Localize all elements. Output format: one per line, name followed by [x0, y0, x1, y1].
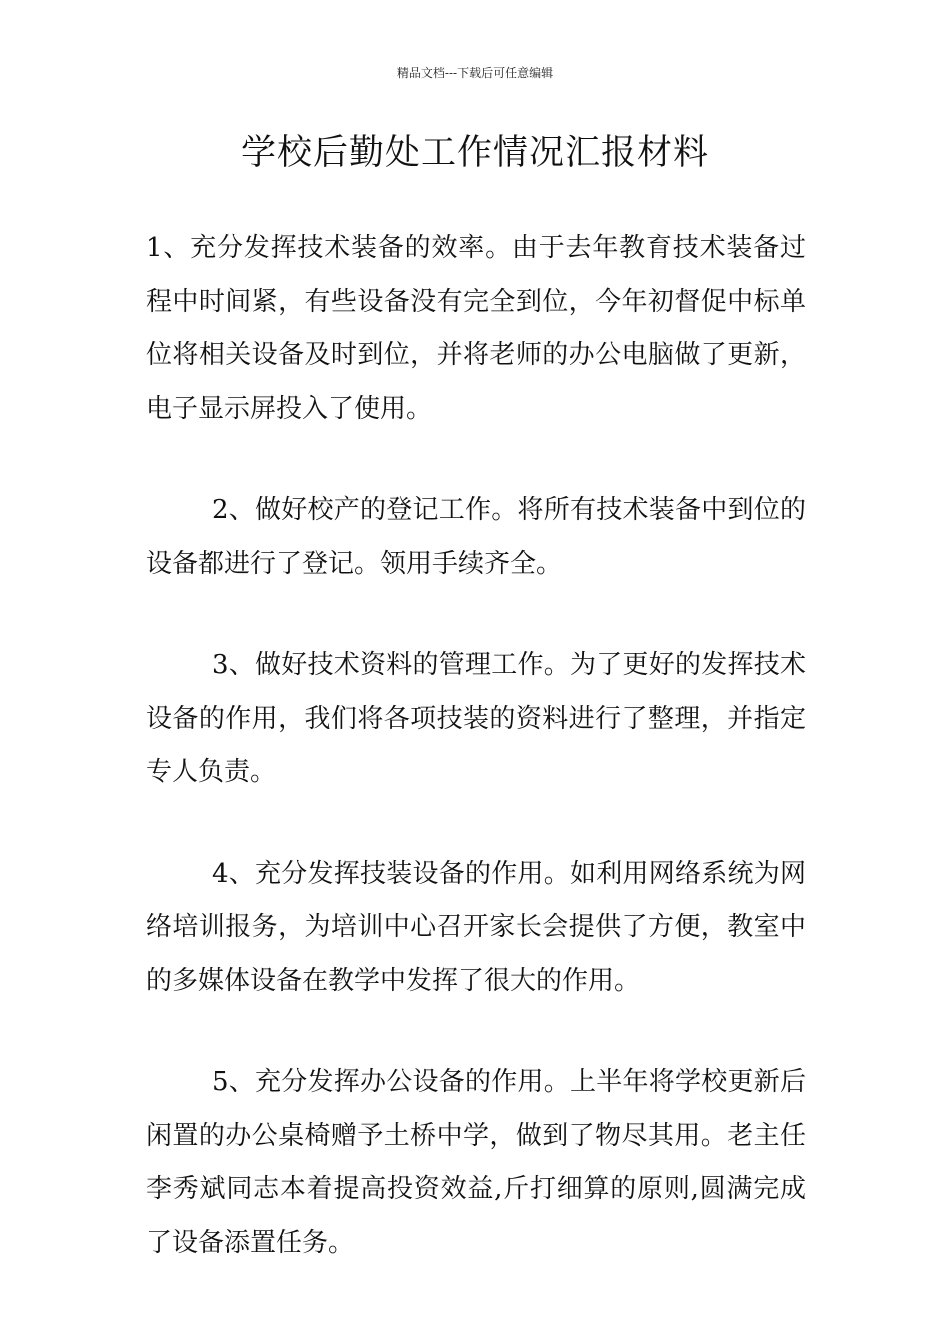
paragraph-3: 3、做好技术资料的管理工作。为了更好的发挥技术设备的作用，我们将各项技装的资料进行了整理，并指定专人负责。: [146, 650, 806, 787]
paragraph-2: 2、做好校产的登记工作。将所有技术装备中到位的设备都进行了登记。领用手续齐全。: [146, 495, 806, 579]
paragraph-1: 1、充分发挥技术装备的效率。由于去年教育技术装备过程中时间紧，有些设备没有完全到位，今年初督促中标单位将相关设备及时到位，并将老师的办公电脑做了更新，电子显示屏投入了使用。: [146, 233, 806, 424]
paragraph-5: 5、充分发挥办公设备的作用。上半年将学校更新后闲置的办公桌椅赠予土桥中学，做到了物尽其用。老主任李秀斌同志本着提高投资效益,斤打细算的原则,圆满完成了设备添置任务。: [146, 1067, 806, 1258]
document-body: [146, 222, 806, 1318]
paragraph-4: 4、充分发挥技装设备的作用。如利用网络系统为网络培训报务，为培训中心召开家长会提供了方便，教室中的多媒体设备在教学中发挥了很大的作用。: [146, 858, 806, 996]
page-header-note: 精品文档---下载后可任意编辑: [396, 66, 554, 80]
document-title: 学校后勤处工作情况汇报材料: [240, 133, 709, 173]
